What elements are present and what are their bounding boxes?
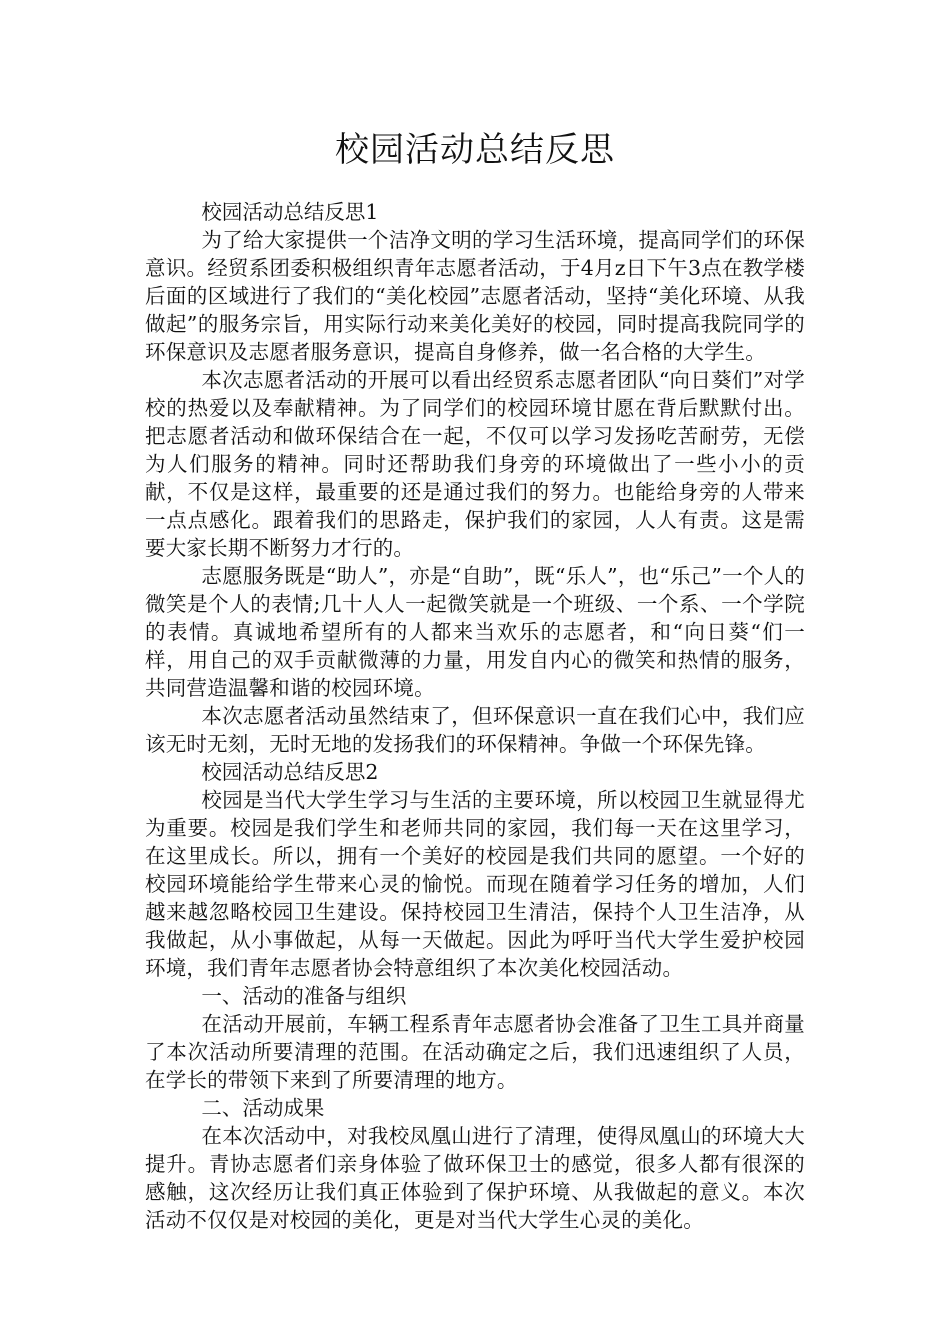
- section-heading: 校园活动总结反思2: [201, 760, 379, 784]
- document-body: [145, 198, 805, 1234]
- section-heading: 校园活动总结反思1: [201, 200, 379, 224]
- paragraph: 本次志愿者活动虽然结束了，但环保意识一直在我们心中，我们应该无时无刻，无时无地的发扬我们的环保精神。争做一个环保先锋。: [145, 704, 805, 756]
- paragraph: 志愿服务既是“助人”，亦是“自助”，既“乐人”，也“乐己”一个人的微笑是个人的表情;几十人人一起微笑就是一个班级、一个系、一个学院的表情。真诚地希望所有的人都来当欢乐的志愿者，和“向日葵“们一样，用自己的双手贡献微薄的力量，用发自内心的微笑和热情的服务，共同营造温馨和谐的校园环境。: [145, 564, 805, 700]
- paragraph: 在本次活动中，对我校凤凰山进行了清理，使得凤凰山的环境大大提升。青协志愿者们亲身体验了做环保卫士的感觉，很多人都有很深的感触，这次经历让我们真正体验到了保护环境、从我做起的意义。本次活动不仅仅是对校园的美化，更是对当代大学生心灵的美化。: [145, 1124, 805, 1232]
- paragraph: 本次志愿者活动的开展可以看出经贸系志愿者团队“向日葵们”对学校的热爱以及奉献精神。为了同学们的校园环境甘愿在背后默默付出。把志愿者活动和做环保结合在一起，不仅可以学习发扬吃苦耐劳，无偿为人们服务的精神。同时还帮助我们身旁的环境做出了一些小小的贡献，不仅是这样，最重要的还是通过我们的努力。也能给身旁的人带来一点点感化。跟着我们的思路走，保护我们的家园，人人有责。这是需要大家长期不断努力才行的。: [145, 368, 805, 560]
- subsection-heading: 二、活动成果: [201, 1096, 325, 1120]
- paragraph: 为了给大家提供一个洁净文明的学习生活环境，提高同学们的环保意识。经贸系团委积极组织青年志愿者活动，于4月z日下午3点在教学楼后面的区域进行了我们的“美化校园”志愿者活动，坚持“美化环境、从我做起”的服务宗旨，用实际行动来美化美好的校园，同时提高我院同学的环保意识及志愿者服务意识，提高自身修养，做一名合格的大学生。: [145, 228, 805, 364]
- document-title: 校园活动总结反思: [335, 130, 615, 170]
- paragraph: 校园是当代大学生学习与生活的主要环境，所以校园卫生就显得尤为重要。校园是我们学生和老师共同的家园，我们每一天在这里学习，在这里成长。所以，拥有一个美好的校园是我们共同的愿望。一个好的校园环境能给学生带来心灵的愉悦。而现在随着学习任务的增加，人们越来越忽略校园卫生建设。保持校园卫生清洁，保持个人卫生洁净，从我做起，从小事做起，从每一天做起。因此为呼吁当代大学生爱护校园环境，我们青年志愿者协会特意组织了本次美化校园活动。: [145, 788, 805, 980]
- subsection-heading: 一、活动的准备与组织: [201, 984, 407, 1008]
- paragraph: 在活动开展前，车辆工程系青年志愿者协会准备了卫生工具并商量了本次活动所要清理的范围。在活动确定之后，我们迅速组织了人员，在学长的带领下来到了所要清理的地方。: [145, 1012, 805, 1092]
